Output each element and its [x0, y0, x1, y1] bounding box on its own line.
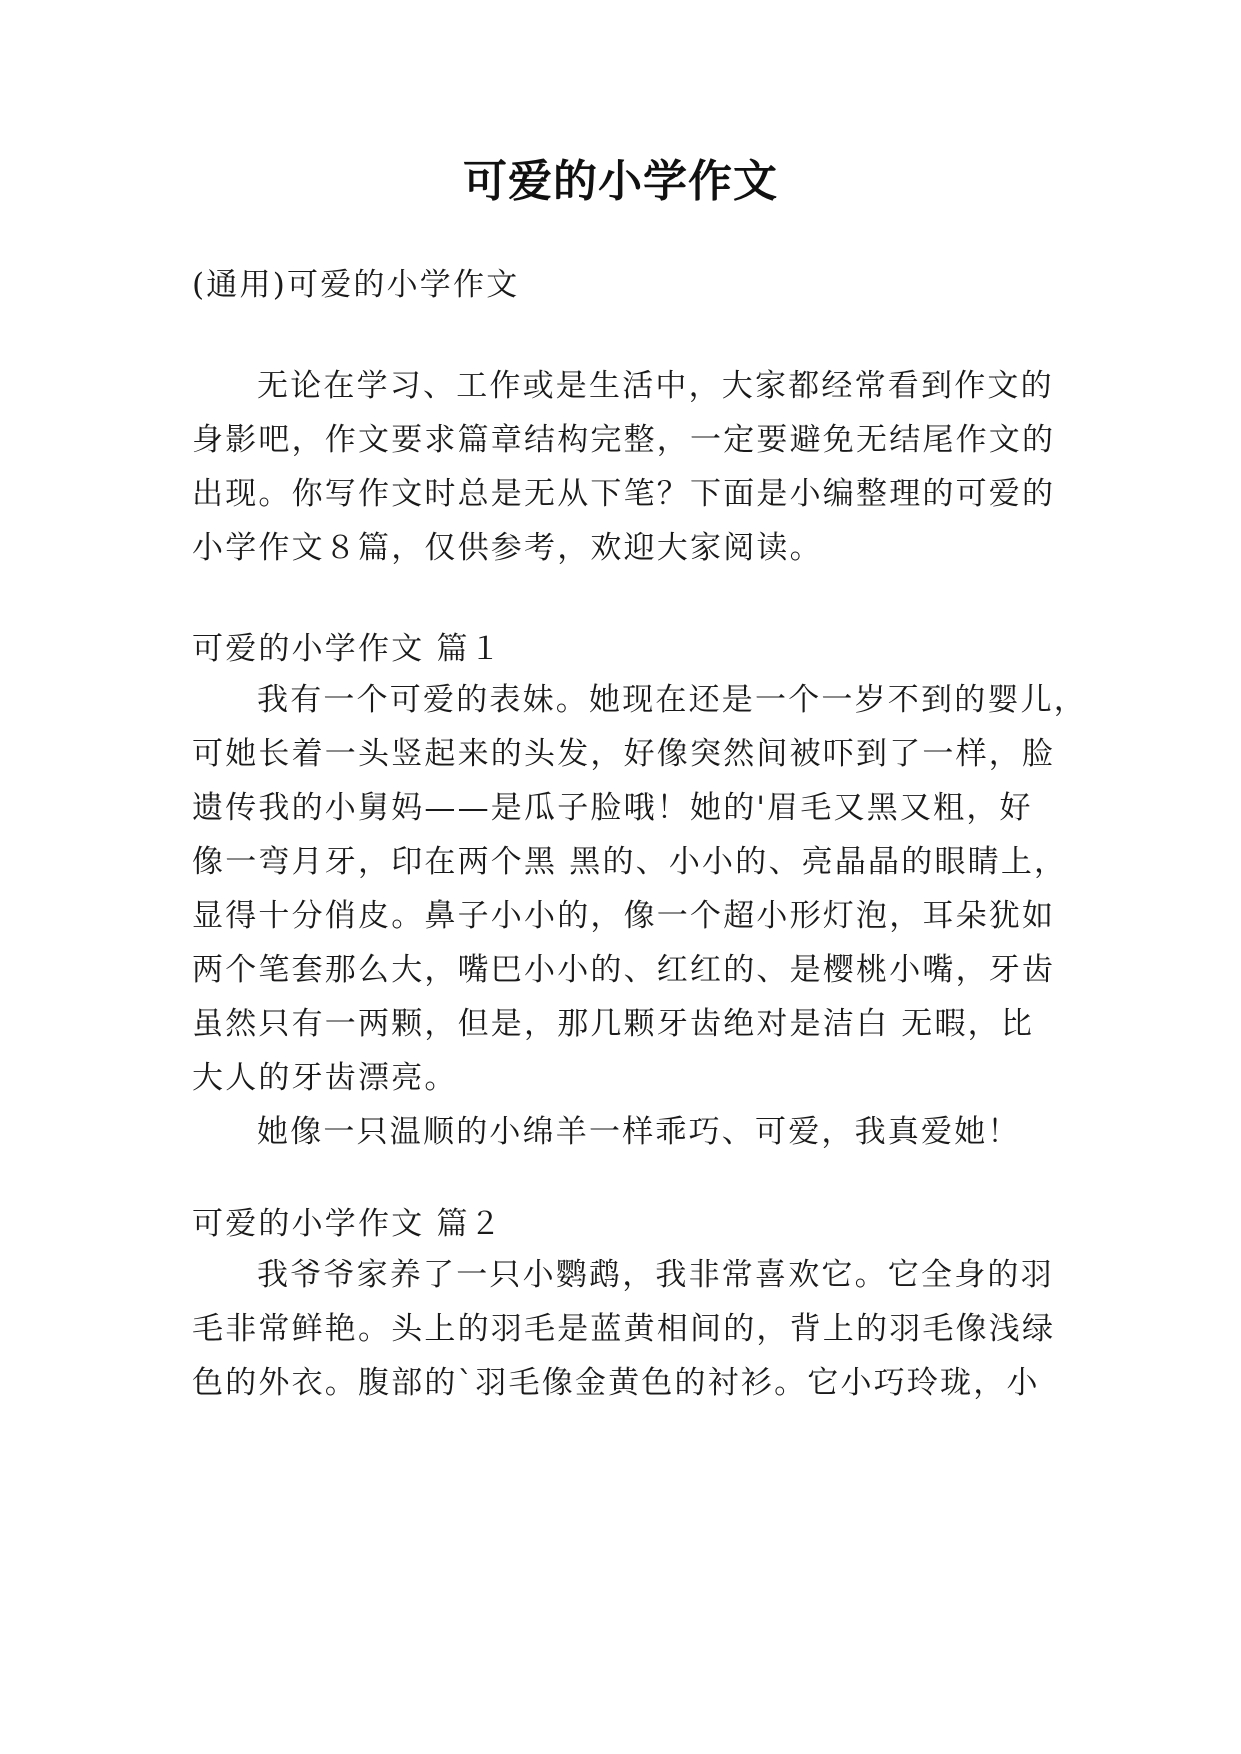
section-1-line: 两个笔套那么大，嘴巴小小的、红红的、是樱桃小嘴，牙齿	[192, 952, 1056, 988]
section-2-line: 毛非常鲜艳。头上的羽毛是蓝黄相间的，背上的羽毛像浅绿	[192, 1311, 1056, 1347]
section-1-line: 像一弯月牙，印在两个黑 黑的、小小的、亮晶晶的眼睛上，	[192, 844, 1068, 880]
intro-line: 无论在学习、工作或是生活中，大家都经常看到作文的	[257, 368, 1054, 404]
section-1-line: 大人的牙齿漂亮。	[192, 1060, 458, 1096]
section-1-line: 可她长着一头竖起来的头发，好像突然间被吓到了一样，脸	[192, 736, 1056, 772]
section-1-line: 显得十分俏皮。鼻子小小的，像一个超小形灯泡，耳朵犹如	[192, 898, 1056, 934]
section-heading-2: 可爱的小学作文 篇２	[192, 1206, 503, 1242]
document-title: 可爱的小学作文	[463, 156, 778, 207]
section-heading-1: 可爱的小学作文 篇１	[192, 631, 503, 667]
section-2-line: 色的外衣。腹部的`羽毛像金黄色的衬衫。它小巧玲珑，小	[192, 1365, 1040, 1401]
intro-line: 身影吧，作文要求篇章结构完整，一定要避免无结尾作文的	[192, 422, 1056, 458]
intro-line: 出现。你写作文时总是无从下笔？下面是小编整理的可爱的	[192, 476, 1056, 512]
intro-line: 小学作文８篇，仅供参考，欢迎大家阅读。	[192, 530, 823, 566]
section-1-line: 她像一只温顺的小绵羊一样乖巧、可爱，我真爱她！	[257, 1114, 1021, 1150]
section-2-line: 我爷爷家养了一只小鹦鹉，我非常喜欢它。它全身的羽	[257, 1257, 1054, 1293]
section-1-line: 虽然只有一两颗，但是，那几颗牙齿绝对是洁白 无暇，比	[192, 1006, 1035, 1042]
document-subtitle: (通用)可爱的小学作文	[192, 267, 520, 303]
section-1-line: 遗传我的小舅妈——是瓜子脸哦！她的'眉毛又黑又粗，好	[192, 790, 1033, 826]
section-1-line: 我有一个可爱的表妹。她现在还是一个一岁不到的婴儿，	[257, 682, 1087, 718]
